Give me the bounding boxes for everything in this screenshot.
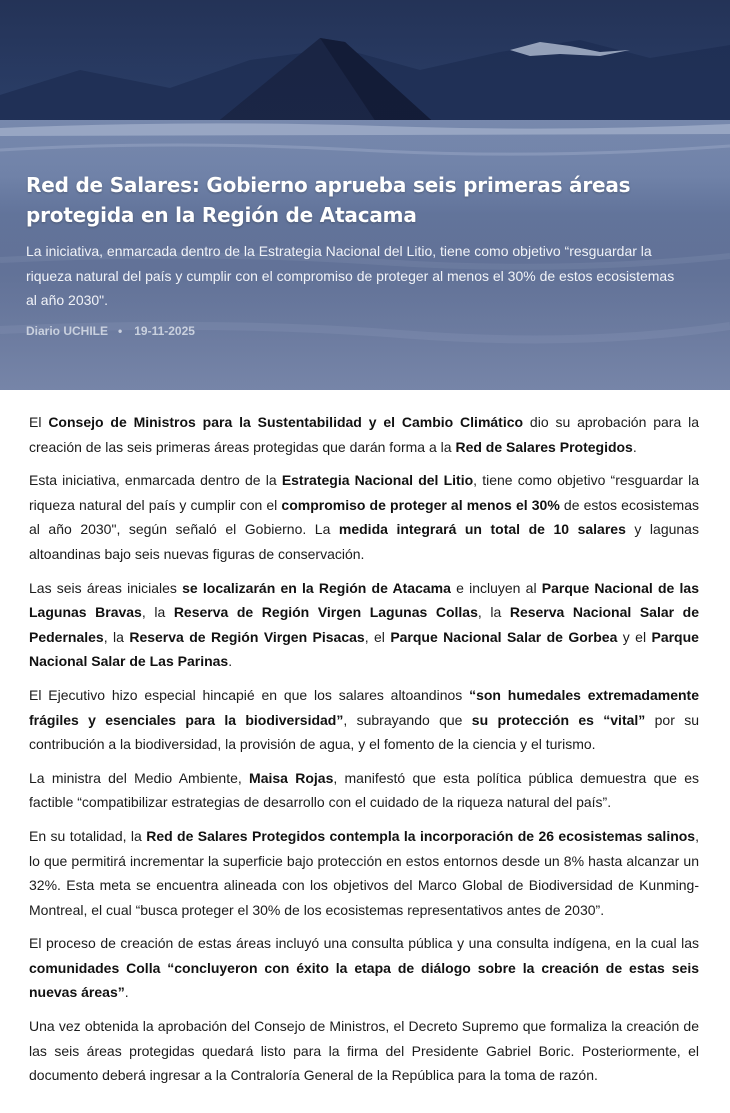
bold-text: se localizarán en la Región de Atacama — [182, 579, 451, 596]
bold-text: Reserva de Región Virgen Lagunas Collas — [173, 604, 478, 621]
bold-text: Reserva Nacional Salar de Pedernales — [29, 604, 699, 645]
text-run: , la — [141, 604, 174, 621]
text-run: , el — [364, 628, 391, 645]
article-headline: Red de Salares: Gobierno aprueba seis primeras áreas protegida en la Región de Atacama — [26, 173, 631, 227]
text-run: Esta iniciativa, enmarcada dentro de la — [29, 472, 282, 489]
text-run: El — [29, 414, 49, 430]
article-paragraph — [29, 468, 699, 566]
text-run: . — [228, 653, 233, 670]
text-run: La ministra del Medio Ambiente, — [29, 769, 250, 786]
bold-text: Parque Nacional de las Lagunas Bravas — [29, 579, 699, 621]
bold-text: “son humedales extremadamente frágiles y esenciales para la biodiversidad” — [29, 686, 699, 728]
bold-text: Parque Nacional Salar de Gorbea — [390, 628, 618, 645]
article-byline — [26, 324, 696, 338]
article-paragraph — [29, 1014, 699, 1088]
bold-text: comunidades Colla “concluyeron con éxito la etapa de diálogo sobre la creación de estas seis nuevas áreas” — [29, 959, 699, 1001]
text-run: El proceso de creación de estas áreas incluyó una consulta pública y una consulta indígena, en la cual las — [29, 935, 699, 952]
article-body — [0, 390, 730, 1088]
bold-text: Reserva de Región Virgen Pisacas — [129, 628, 365, 645]
text-run: y el — [617, 628, 652, 645]
text-run: Las seis áreas iniciales — [29, 579, 183, 596]
text-run: , tiene como objetivo “resguardar la riqueza natural del país y cumplir con el — [29, 472, 699, 513]
text-run: El Ejecutivo hizo especial hincapié en que los salares altoandinos — [29, 686, 470, 703]
article-paragraph — [29, 766, 699, 815]
article-paragraph — [29, 576, 699, 674]
bold-text: su protección es “vital” — [471, 711, 646, 728]
bold-text: Parque Nacional Salar de Las Parinas — [29, 628, 699, 670]
text-run: En su totalidad, la — [29, 827, 147, 844]
article-paragraph — [29, 683, 699, 757]
text-run: dio su aprobación para la creación de las seis primeras áreas protegidas que darán forma a la — [29, 414, 700, 455]
bold-text: Maisa Rojas — [249, 769, 334, 786]
text-run: , lo que permitirá incrementar la superficie bajo protección en estos entornos desde un 8% hasta alcanzar un 32%. Esta meta se encuentra alineada con los objetivos del Marco Global de Biodiversidad de Kunming-Montreal, el cual “busca proteger el 30% de los ecosistemas representativos antes de 2030”. — [29, 827, 699, 918]
text-run: , manifestó que esta política pública demuestra que es factible “compatibilizar estrategias de desarrollo con el cuidado de la riqueza natural del país”. — [29, 769, 699, 811]
bold-text: Red de Salares Protegidos contempla la incorporación de 26 ecosistemas salinos — [146, 827, 696, 844]
bold-text: medida integrará un total de 10 salares — [338, 521, 626, 538]
bold-text: Consejo de Ministros para la Sustentabilidad y el Cambio Climático — [48, 414, 524, 430]
text-run: por su contribución a la biodiversidad, la provisión de agua, y el fomento de la ciencia y el turismo. — [29, 711, 699, 753]
bold-text: Red de Salares Protegidos — [455, 438, 633, 455]
article-paragraph — [29, 410, 699, 459]
article-lede: La iniciativa, enmarcada dentro de la Estrategia Nacional del Litio, tiene como objetivo “resguardar la riqueza natural del país y cumplir con el compromiso de proteger al menos el 30% de estos ecosistemas al año 2030". — [26, 243, 675, 308]
article-date: 19-11-2025 — [134, 323, 195, 338]
hero-banner — [0, 0, 730, 390]
article-paragraph — [29, 824, 699, 922]
text-run: , la — [477, 604, 510, 621]
text-run: . — [632, 438, 637, 455]
text-run: . — [124, 984, 129, 1001]
text-run: e incluyen al — [450, 579, 542, 596]
bold-text: Estrategia Nacional del Litio — [281, 472, 474, 489]
text-run: , subrayando que — [343, 711, 472, 728]
text-run: de estos ecosistemas al año 2030", según señaló el Gobierno. La — [29, 496, 699, 538]
article-source[interactable]: Diario UCHILE — [26, 323, 109, 338]
bold-text: compromiso de proteger al menos el 30% — [281, 496, 560, 513]
byline-separator: • — [118, 323, 123, 338]
hero-text-block — [26, 170, 696, 338]
text-run: Una vez obtenida la aprobación del Consejo de Ministros, el Decreto Supremo que formaliza la creación de las seis áreas protegidas quedará listo para la firma del Presidente Gabriel Boric. Posteriormente, el documento deberá ingresar a la Contraloría General de la República para la toma de razón. — [29, 1018, 699, 1084]
text-run: y lagunas altoandinas bajo seis nuevas figuras de conservación. — [29, 521, 699, 562]
article-paragraph — [29, 931, 699, 1005]
text-run: , la — [103, 628, 130, 645]
